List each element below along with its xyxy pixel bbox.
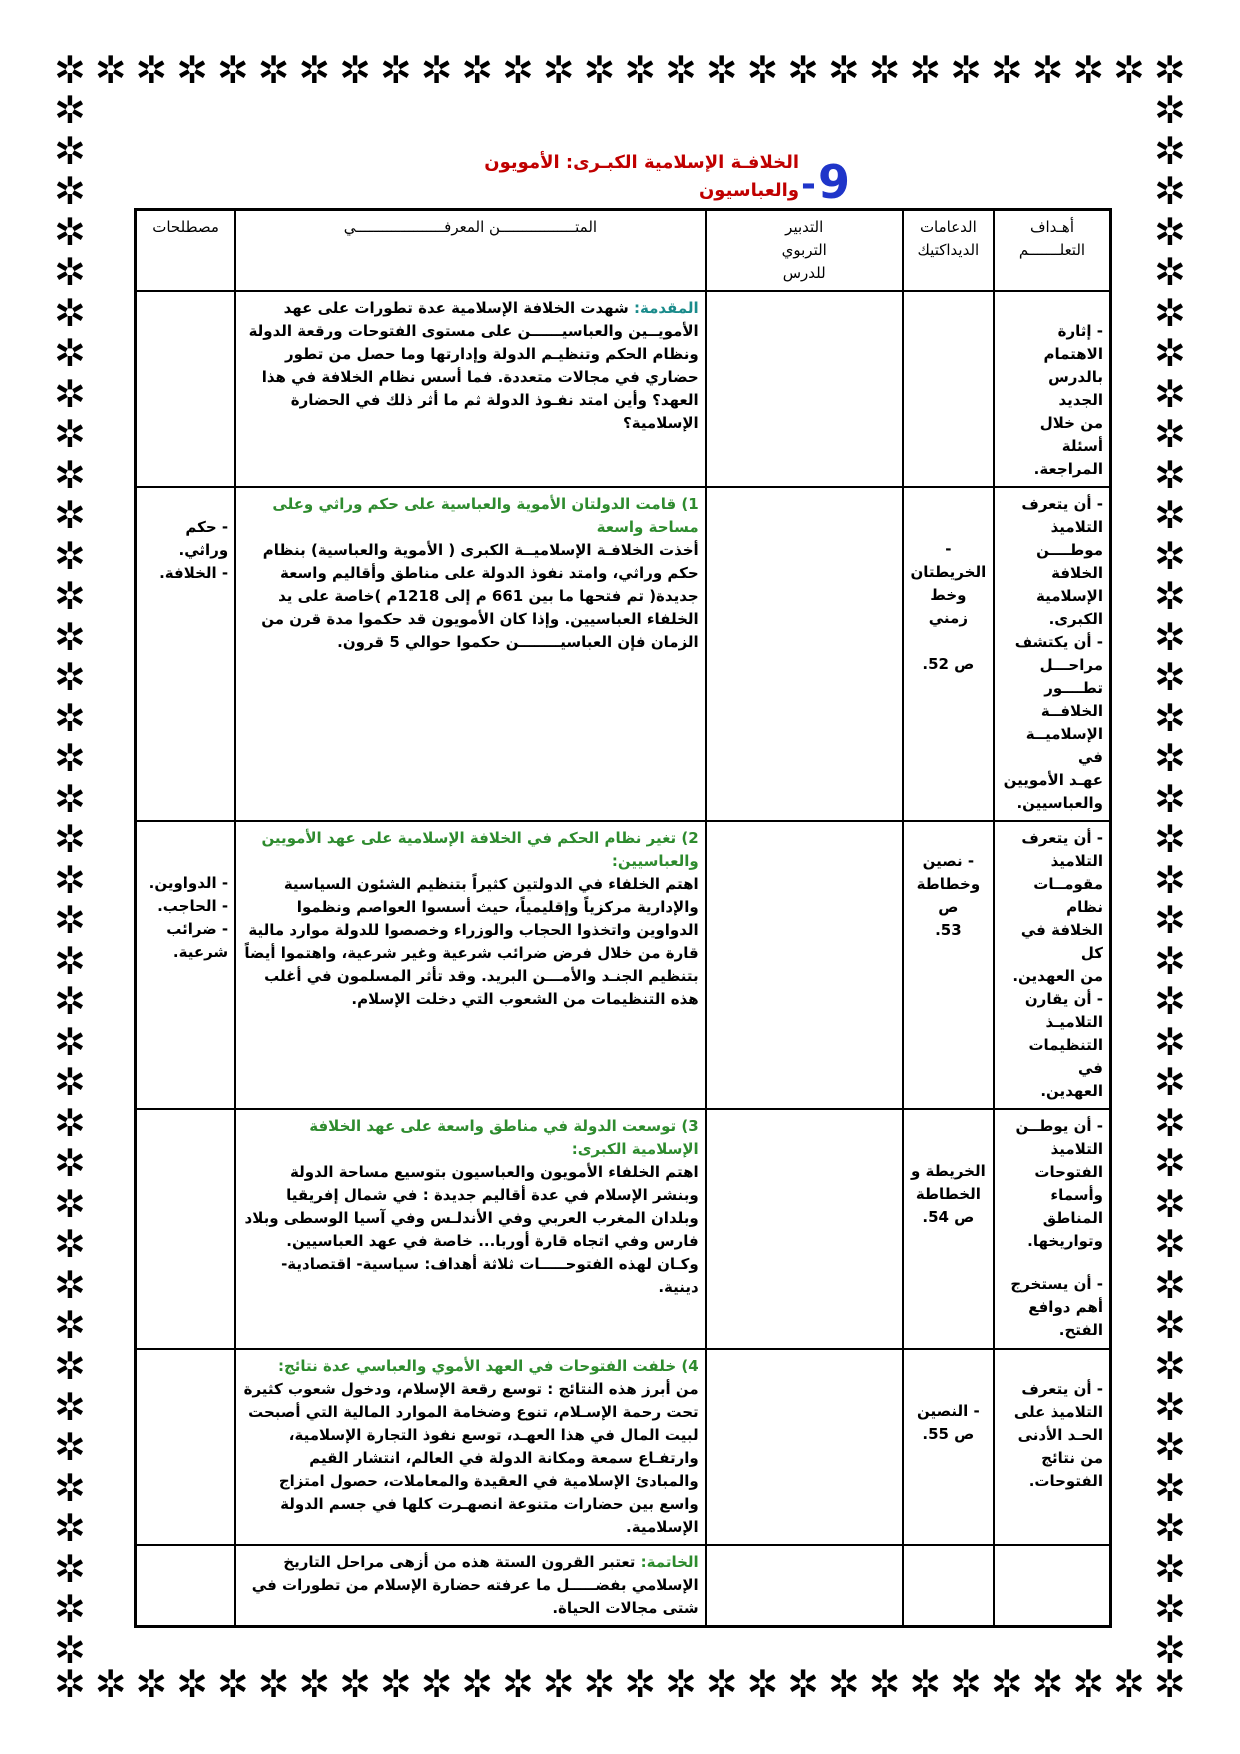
border-star-icon: ✲ — [54, 452, 86, 497]
border-star-icon: ✲ — [746, 48, 779, 92]
border-star-icon: ✲ — [624, 48, 657, 92]
goals-cell — [994, 1545, 1111, 1627]
aids-cell — [903, 291, 994, 487]
border-star-icon: ✲ — [54, 857, 86, 902]
content-cell — [235, 1109, 706, 1349]
border-star-icon: ✲ — [1153, 48, 1186, 92]
border-star-icon: ✲ — [787, 1662, 820, 1706]
border-star-icon: ✲ — [828, 1662, 860, 1706]
title-dash: - — [801, 164, 816, 205]
border-star-icon: ✲ — [54, 1060, 86, 1105]
border-right — [1150, 90, 1190, 1670]
border-star-icon: ✲ — [787, 48, 820, 92]
border-star-icon: ✲ — [542, 1662, 575, 1706]
aids-cell: الخريطة و الخطاطة ص 54. — [903, 1109, 994, 1349]
border-star-icon: ✲ — [1154, 1100, 1186, 1145]
mgmt-cell — [706, 821, 903, 1109]
border-star-icon: ✲ — [950, 48, 983, 92]
border-star-icon: ✲ — [1154, 1222, 1186, 1267]
aids-cell: - الخريطتان وخط زمني ص 52. — [903, 487, 994, 821]
mgmt-cell — [706, 291, 903, 487]
mgmt-cell — [706, 1349, 903, 1545]
goals-text: - أن يوطــن التلاميذ الفتوحات وأسماء المناطق وتواريخها. — [1015, 1117, 1103, 1250]
border-star-icon: ✲ — [990, 1662, 1023, 1706]
border-star-icon: ✲ — [1154, 88, 1186, 132]
border-star-icon: ✲ — [54, 1262, 86, 1307]
border-star-icon: ✲ — [54, 169, 86, 214]
border-star-icon: ✲ — [461, 48, 494, 92]
border-star-icon: ✲ — [990, 48, 1023, 92]
border-star-icon: ✲ — [298, 1662, 331, 1706]
goals-cell: - أن يتعرف التلاميذ موطــــن الخلافة الإسلامية الكبرى. - أن يكتشف مراحـــل تطــــور الخلافــة الإسلاميــة في عهـد الأمويين والعباسيين. — [994, 487, 1111, 821]
border-star-icon: ✲ — [1154, 209, 1186, 254]
conclusion-label: الخاتمة: — [640, 1553, 699, 1571]
border-star-icon: ✲ — [1154, 1465, 1186, 1510]
mgmt-cell — [706, 1545, 903, 1627]
lesson-plan-table — [134, 208, 1112, 1628]
border-star-icon: ✲ — [665, 1662, 697, 1706]
table-row-section-4 — [136, 1349, 1111, 1545]
introduction-text: شهدت الخلافة الإسلامية عدة تطورات على عهد الأمويــين والعباسيــــــن على مستوى الفتوحات ورقعة الدولة ونظام الحكم وتنظيـم الدولة وإدارتها وما حصل من تطور حضاري في مجالات متعددة. فما أسس نظام الخلافة في هذا العهد؟ وأين امتد نفـوذ الدولة ثم ما أثر ذلك في الحضارة الإسلامية؟ — [248, 299, 699, 432]
border-bottom — [50, 1664, 1190, 1704]
terms-cell — [136, 1545, 236, 1627]
border-star-icon: ✲ — [1154, 857, 1186, 902]
border-star-icon: ✲ — [54, 614, 86, 659]
header-knowledge-content: المتـــــــــــــــــن المعرفــــــــــــــــــــي — [235, 210, 706, 292]
border-star-icon: ✲ — [54, 1662, 86, 1706]
border-star-icon: ✲ — [909, 48, 942, 92]
border-star-icon: ✲ — [54, 655, 86, 700]
border-star-icon: ✲ — [54, 1019, 86, 1064]
border-star-icon: ✲ — [54, 1465, 86, 1510]
table-row-section-2 — [136, 821, 1111, 1109]
border-star-icon: ✲ — [54, 979, 86, 1024]
border-star-icon: ✲ — [1154, 655, 1186, 700]
border-star-icon: ✲ — [54, 48, 86, 92]
content-cell — [235, 1545, 706, 1627]
border-star-icon: ✲ — [54, 493, 86, 538]
section-2-heading: 2) تغير نظام الحكم في الخلافة الإسلامية على عهد الأمويين والعباسيين: — [261, 829, 699, 870]
border-star-icon: ✲ — [1154, 614, 1186, 659]
border-star-icon: ✲ — [1154, 250, 1186, 295]
border-star-icon: ✲ — [1154, 1384, 1186, 1429]
border-star-icon: ✲ — [1154, 533, 1186, 578]
lesson-title-text: الخلافـة الإسلامية الكبـرى: الأمويون والعباسيون — [484, 152, 800, 201]
table-row-conclusion — [136, 1545, 1111, 1627]
border-star-icon: ✲ — [909, 1662, 942, 1706]
border-star-icon: ✲ — [54, 776, 86, 821]
border-star-icon: ✲ — [54, 1222, 86, 1267]
border-star-icon: ✲ — [1154, 938, 1186, 983]
border-star-icon: ✲ — [1154, 169, 1186, 214]
conclusion-text: تعتبر القرون الستة هذه من أزهى مراحل التاريخ الإسلامي بفضـــــل ما عرفته حضارة الإسلام من تطورات في شتى مجالات الحياة. — [251, 1553, 699, 1617]
border-star-icon: ✲ — [54, 1100, 86, 1145]
header-didactic-aids: الدعامات الديداكتيك — [903, 210, 994, 292]
aids-cell: - النصين ص 55. — [903, 1349, 994, 1545]
goals-cell: - أن يتعرف التلاميذ على الحـد الأدنى من نتائج الفتوحات. — [994, 1349, 1111, 1545]
goals-cell: - إثارة الاهتمام بالدرس الجديد من خلال أسئلة المراجعة. — [994, 291, 1111, 487]
border-star-icon: ✲ — [54, 1343, 86, 1388]
border-star-icon: ✲ — [1154, 817, 1186, 862]
border-star-icon: ✲ — [1154, 412, 1186, 457]
content-cell — [235, 291, 706, 487]
border-star-icon: ✲ — [1154, 331, 1186, 376]
table-row-introduction — [136, 291, 1111, 487]
border-star-icon: ✲ — [1072, 1662, 1105, 1706]
border-star-icon: ✲ — [1154, 574, 1186, 619]
border-star-icon: ✲ — [217, 48, 249, 92]
border-star-icon: ✲ — [54, 695, 86, 740]
border-star-icon: ✲ — [1154, 290, 1186, 335]
border-star-icon: ✲ — [135, 1662, 168, 1706]
border-star-icon: ✲ — [1154, 1303, 1186, 1348]
border-star-icon: ✲ — [1154, 1587, 1186, 1632]
border-star-icon: ✲ — [665, 48, 697, 92]
aids-cell: - نصين وخطاطة ص 53. — [903, 821, 994, 1109]
border-star-icon: ✲ — [54, 1425, 86, 1470]
border-star-icon: ✲ — [1154, 493, 1186, 538]
border-star-icon: ✲ — [54, 250, 86, 295]
border-star-icon: ✲ — [1031, 48, 1064, 92]
border-top — [50, 50, 1190, 90]
border-star-icon: ✲ — [135, 48, 168, 92]
goals-cell: - أن يتعرف التلاميذ مقومــات نظام الخلافة في كل من العهدين. - أن يقارن التلاميـذ التنظيمات في العهدين. — [994, 821, 1111, 1109]
border-star-icon: ✲ — [705, 48, 738, 92]
border-star-icon: ✲ — [1154, 736, 1186, 781]
section-4-heading: 4) خلفت الفتوحات في العهد الأموي والعباسي عدة نتائج: — [277, 1357, 699, 1375]
header-learning-goals: أهـداف التعلـــــــم — [994, 210, 1111, 292]
border-star-icon: ✲ — [828, 48, 860, 92]
header-terms: مصطلحات — [136, 210, 236, 292]
border-star-icon: ✲ — [950, 1662, 983, 1706]
section-1-heading: 1) قامت الدولتان الأموية والعباسية على حكم وراثي وعلى مساحة واسعة — [272, 495, 699, 536]
content-cell — [235, 821, 706, 1109]
border-star-icon: ✲ — [1154, 1141, 1186, 1186]
border-star-icon: ✲ — [54, 290, 86, 335]
terms-cell — [136, 1109, 236, 1349]
lesson-number: 9 — [817, 155, 850, 209]
terms-cell — [136, 1349, 236, 1545]
section-3-heading: 3) توسعت الدولة في مناطق واسعة على عهد الخلافة الإسلامية الكبرى: — [309, 1117, 699, 1158]
border-star-icon: ✲ — [420, 48, 453, 92]
header-lesson-management: التدبير التربوي للدرس — [706, 210, 903, 292]
border-star-icon: ✲ — [746, 1662, 779, 1706]
terms-cell: - حكم وراثي. - الخلافة. — [136, 487, 236, 821]
border-star-icon: ✲ — [624, 1662, 657, 1706]
introduction-label: المقدمة: — [634, 299, 699, 317]
terms-cell — [136, 291, 236, 487]
border-star-icon: ✲ — [54, 533, 86, 578]
terms-cell: - الدواوين. - الحاجب. - ضرائب شرعية. — [136, 821, 236, 1109]
border-star-icon: ✲ — [583, 48, 616, 92]
border-left — [50, 90, 90, 1670]
mgmt-cell — [706, 1109, 903, 1349]
border-star-icon: ✲ — [1154, 979, 1186, 1024]
border-star-icon: ✲ — [54, 1303, 86, 1348]
border-star-icon: ✲ — [705, 1662, 738, 1706]
border-star-icon: ✲ — [54, 128, 86, 173]
border-star-icon: ✲ — [1154, 1060, 1186, 1105]
table-header-row — [136, 210, 1111, 292]
table-row-section-3 — [136, 1109, 1111, 1349]
border-star-icon: ✲ — [1154, 1019, 1186, 1064]
border-star-icon: ✲ — [1154, 1343, 1186, 1388]
border-star-icon: ✲ — [1154, 695, 1186, 740]
goals-cell — [994, 1109, 1111, 1349]
border-star-icon: ✲ — [1031, 1662, 1064, 1706]
content-cell — [235, 487, 706, 821]
border-star-icon: ✲ — [54, 1627, 86, 1672]
border-star-icon: ✲ — [54, 938, 86, 983]
border-star-icon: ✲ — [379, 1662, 412, 1706]
border-star-icon: ✲ — [54, 898, 86, 943]
border-star-icon: ✲ — [1154, 1425, 1186, 1470]
border-star-icon: ✲ — [542, 48, 575, 92]
border-star-icon: ✲ — [54, 1181, 86, 1226]
border-star-icon: ✲ — [54, 1384, 86, 1429]
border-star-icon: ✲ — [868, 1662, 901, 1706]
border-star-icon: ✲ — [94, 1662, 127, 1706]
goals-text-2: - أن يستخرج أهم دوافع الفتح. — [1010, 1275, 1103, 1339]
border-star-icon: ✲ — [257, 1662, 290, 1706]
lesson-title — [380, 152, 850, 209]
border-star-icon: ✲ — [1113, 1662, 1146, 1706]
border-star-icon: ✲ — [420, 1662, 453, 1706]
border-star-icon: ✲ — [1154, 898, 1186, 943]
border-star-icon: ✲ — [1113, 48, 1146, 92]
border-star-icon: ✲ — [54, 817, 86, 862]
border-star-icon: ✲ — [176, 1662, 209, 1706]
border-star-icon: ✲ — [54, 1546, 86, 1591]
section-2-text: اهتم الخلفاء في الدولتين كثيراً بتنظيم الشئون السياسية والإدارية مركزياً وإقليمياً، حيث أسسوا العواصم ونظموا الدواوين واتخذوا الحجاب والوزراء وخصصوا للدولة موارد مالية قارة من خلال فرض ضرائب شرعية وغير شرعية، واهتموا أيضاً بتنظيم الجنـد والأمـــن البريد. وقد تأثر المسلمون في أغلب هذه التنظيمات من الشعوب التي دخلت الإسلام. — [244, 875, 699, 1008]
border-star-icon: ✲ — [1154, 1627, 1186, 1672]
border-star-icon: ✲ — [257, 48, 290, 92]
border-star-icon: ✲ — [1153, 1662, 1186, 1706]
border-star-icon: ✲ — [54, 1587, 86, 1632]
border-star-icon: ✲ — [94, 48, 127, 92]
border-star-icon: ✲ — [339, 1662, 372, 1706]
border-star-icon: ✲ — [502, 48, 534, 92]
border-star-icon: ✲ — [379, 48, 412, 92]
border-star-icon: ✲ — [54, 574, 86, 619]
border-star-icon: ✲ — [54, 331, 86, 376]
border-star-icon: ✲ — [54, 209, 86, 254]
border-star-icon: ✲ — [1154, 1181, 1186, 1226]
border-star-icon: ✲ — [1154, 452, 1186, 497]
border-star-icon: ✲ — [54, 412, 86, 457]
border-star-icon: ✲ — [176, 48, 209, 92]
border-star-icon: ✲ — [54, 371, 86, 416]
border-star-icon: ✲ — [54, 88, 86, 132]
border-star-icon: ✲ — [1154, 1506, 1186, 1551]
border-star-icon: ✲ — [298, 48, 331, 92]
border-star-icon: ✲ — [461, 1662, 494, 1706]
content-cell — [235, 1349, 706, 1545]
border-star-icon: ✲ — [1154, 1262, 1186, 1307]
border-star-icon: ✲ — [54, 1141, 86, 1186]
mgmt-cell — [706, 487, 903, 821]
border-star-icon: ✲ — [54, 736, 86, 781]
table-row-section-1 — [136, 487, 1111, 821]
border-star-icon: ✲ — [54, 1506, 86, 1551]
border-star-icon: ✲ — [1154, 776, 1186, 821]
aids-cell — [903, 1545, 994, 1627]
section-4-text: من أبرز هذه النتائج : توسع رقعة الإسلام، ودخول شعوب كثيرة تحت رحمة الإسـلام، تنوع وضخامة الموارد المالية التي أصبحت لبيت المال في هذا العهـد، توسع نفوذ التجارة الإسلامية، وارتفـاع سمعة ومكانة الدولة في العالم، انتشار القيم والمبادئ الإسلامية في العقيدة والمعاملات، حصول امتزاج واسع بين حضارات متنوعة انصهـرت كلها في جسم الدولة الإسلامية. — [243, 1380, 699, 1536]
border-star-icon: ✲ — [217, 1662, 249, 1706]
border-star-icon: ✲ — [339, 48, 372, 92]
border-star-icon: ✲ — [502, 1662, 534, 1706]
border-star-icon: ✲ — [583, 1662, 616, 1706]
border-star-icon: ✲ — [1154, 128, 1186, 173]
border-star-icon: ✲ — [1072, 48, 1105, 92]
border-star-icon: ✲ — [868, 48, 901, 92]
section-3-text: اهتم الخلفاء الأمويون والعباسيون بتوسيع مساحة الدولة وبنشر الإسلام في عدة أقاليم جديدة : في شمال إفريقيا وبلدان المغرب العربي وفي الأندلـس وفي آسيا الوسطى وبلاد فارس وفي اتجاه قارة أوربا... خاصة في عهد العباسيين. وكـان لهذه الفتوحـــــات ثلاثة أهداف: سياسية- اقتصادية- دينية. — [244, 1163, 699, 1296]
border-star-icon: ✲ — [1154, 371, 1186, 416]
border-star-icon: ✲ — [1154, 1546, 1186, 1591]
section-1-text: أخذت الخلافـة الإسلاميــة الكبرى ( الأموية والعباسية) بنظام حكم وراثي، وامتد نفوذ الدولة على مناطق وأقاليم واسعة جديدة( تم فتحها ما بين 661 م إلى 1218م )خاصة على يد الخلفاء العباسيين. وإذا كان الأمويون قد حكموا مدة قرن من الزمان فإن العباسيــــــــن حكموا حوالي 5 قرون. — [261, 541, 699, 651]
